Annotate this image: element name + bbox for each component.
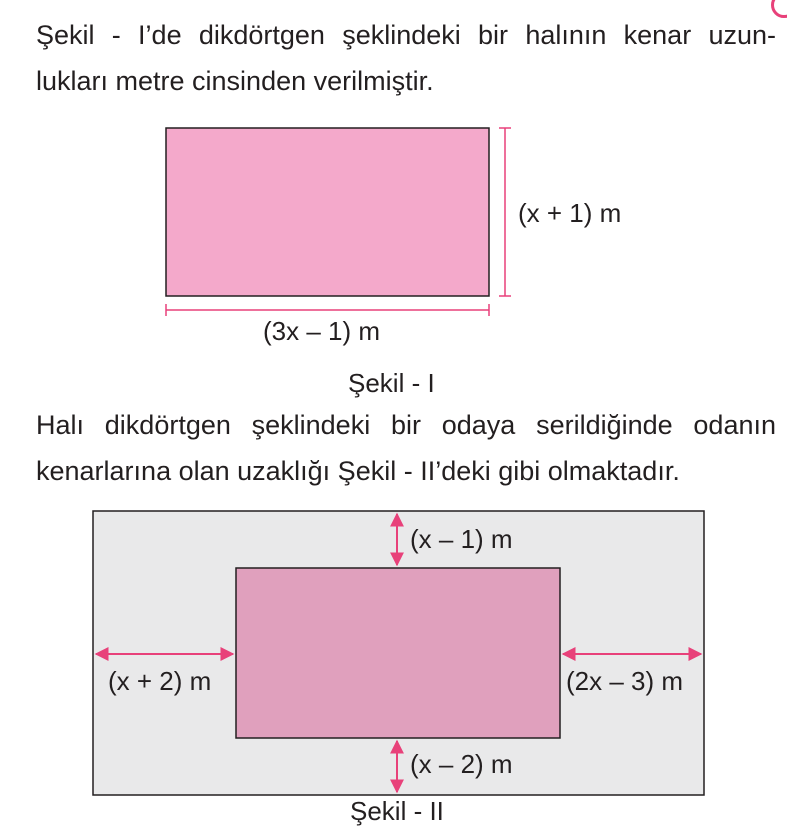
- height-dimension-line: [499, 128, 511, 296]
- figure1-caption: Şekil - I: [348, 368, 435, 398]
- left-gap-label: (x + 2) m: [108, 666, 212, 696]
- rug-in-room-rectangle: [236, 568, 560, 738]
- second-line-1: Halı dikdörtgen şeklindeki bir odaya serildiğinde odanın: [36, 410, 776, 440]
- second-paragraph: [36, 402, 776, 494]
- rug-rectangle: [166, 128, 489, 296]
- rug-width-label: (3x – 1) m: [263, 316, 381, 346]
- width-dimension-line: [166, 304, 489, 316]
- second-line-2: kenarlarına olan uzaklığı Şekil - II’deki gibi olmaktadır.: [36, 456, 680, 486]
- rug-height-label: (x + 1) m: [518, 198, 622, 228]
- figure2-caption: Şekil - II: [350, 796, 444, 826]
- intro-line-2: lukları metre cinsinden verilmiştir.: [36, 66, 434, 96]
- bottom-gap-label: (x – 2) m: [410, 749, 513, 779]
- top-gap-label: (x – 1) m: [410, 524, 513, 554]
- intro-line-1: Şekil - I’de dikdörtgen şeklindeki bir halının kenar uzun-: [36, 20, 776, 50]
- right-gap-label: (2x – 3) m: [566, 666, 684, 696]
